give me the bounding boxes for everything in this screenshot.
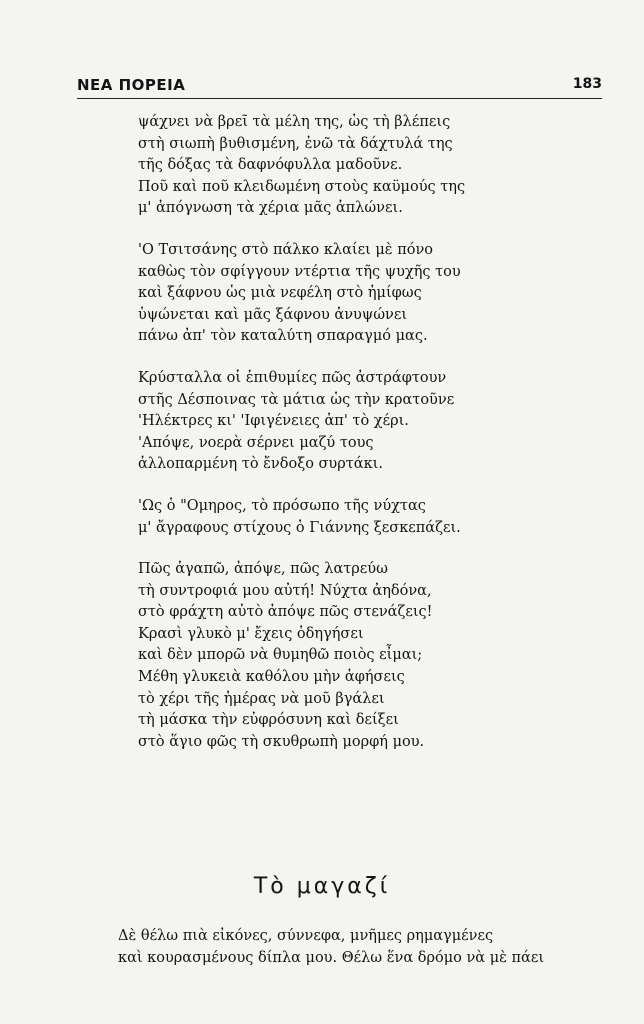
poem-line: Κρασὶ γλυκὸ μ' ἔχεις ὁδηγήσει: [138, 625, 364, 642]
poem-line: τὴ συντροφιά μου αὐτή! Νύχτα ἀηδόνα,: [138, 582, 432, 599]
poem-line: στὸ ἅγιο φῶς τὴ σκυθρωπὴ μορφή μου.: [138, 733, 425, 750]
header-rule: [77, 98, 602, 99]
poem-line: στῆς Δέσποινας τὰ μάτια ὡς τὴν κρατοῦνε: [138, 391, 455, 408]
prose-line: Δὲ θέλω πιὰ εἰκόνες, σύννεφα, μνῆμες ρημαγμένες: [118, 928, 494, 944]
poem-line: καὶ ξάφνου ὡς μιὰ νεφέλη στὸ ἠμίφως: [138, 285, 422, 302]
poem-line: πάνω ἀπ' τὸν καταλύτη σπαραγμό μας.: [138, 328, 428, 345]
poem-stanza: [138, 240, 478, 348]
poem-line: Πῶς ἀγαπῶ, ἀπόψε, πῶς λατρεύω: [138, 561, 388, 578]
poem-line: στὸ φράχτη αὐτὸ ἀπόψε πῶς στενάζεις!: [138, 604, 433, 621]
poem-line: Ποῦ καὶ ποῦ κλειδωμένη στοὺς καϋμούς της: [138, 178, 466, 195]
poem-stanza: [138, 559, 478, 753]
poem-line: τὸ χέρι τῆς ἡμέρας νὰ μοῦ βγάλει: [138, 690, 385, 707]
poem-stanza: [138, 496, 478, 539]
poem-line: Μέθη γλυκειὰ καθόλου μὴν ἀφήσεις: [138, 669, 405, 686]
poem-line: τῆς δόξας τὰ δαφνόφυλλα μαδοῦνε.: [138, 157, 403, 174]
poem-line: 'Ηλέκτρες κι' 'Ιφιγένειες ἀπ' τὸ χέρι.: [138, 413, 409, 430]
poem-stanza: [138, 368, 478, 476]
section-title: Τὸ μαγαζί: [253, 874, 391, 899]
poem-line: ἀλλοπαρμένη τὸ ἔνδοξο συρτάκι.: [138, 456, 383, 473]
poem-body: [138, 112, 478, 753]
poem-line: 'Ως ὁ "Ομηρος, τὸ πρόσωπο τῆς νύχτας: [138, 497, 426, 514]
poem-line: μ' ἄγραφους στίχους ὁ Γιάννης ξεσκεπάζει.: [138, 519, 461, 536]
poem-line: τὴ μάσκα τὴν εὐφρόσυνη καὶ δείξει: [138, 712, 399, 729]
poem-stanza: [138, 112, 478, 220]
poem-line: ὑψώνεται καὶ μᾶς ξάφνου ἀνυψώνει: [138, 306, 408, 323]
poem-line: μ' ἀπόγνωση τὰ χέρια μᾶς ἁπλώνει.: [138, 200, 403, 217]
journal-title: ΝΕΑ ΠΟΡΕΙΑ: [77, 76, 186, 94]
poem-line: 'Ο Τσιτσάνης στὸ πάλκο κλαίει μὲ πόνο: [138, 241, 434, 258]
page-number: 183: [572, 76, 602, 92]
running-header: [77, 74, 602, 96]
prose-line: καὶ κουρασμένους δίπλα μου. Θέλω ἕνα δρόμο νὰ μὲ πάει: [118, 949, 545, 966]
poem-line: ψάχνει νὰ βρεῖ τὰ μέλη της, ὡς τὴ βλέπεις: [138, 114, 451, 130]
prose-body: [118, 926, 545, 969]
poem-line: καὶ δὲν μπορῶ νὰ θυμηθῶ ποιὸς εἶμαι;: [138, 647, 423, 664]
poem-line: στὴ σιωπὴ βυθισμένη, ἐνῶ τὰ δάχτυλά της: [138, 135, 453, 152]
poem-line: Κρύσταλλα οἱ ἐπιθυμίες πῶς ἀστράφτουν: [138, 369, 447, 386]
poem-line: καθὼς τὸν σφίγγουν ντέρτια τῆς ψυχῆς του: [138, 263, 461, 280]
poem-line: 'Απόψε, νοερὰ σέρνει μαζύ τους: [138, 434, 374, 451]
